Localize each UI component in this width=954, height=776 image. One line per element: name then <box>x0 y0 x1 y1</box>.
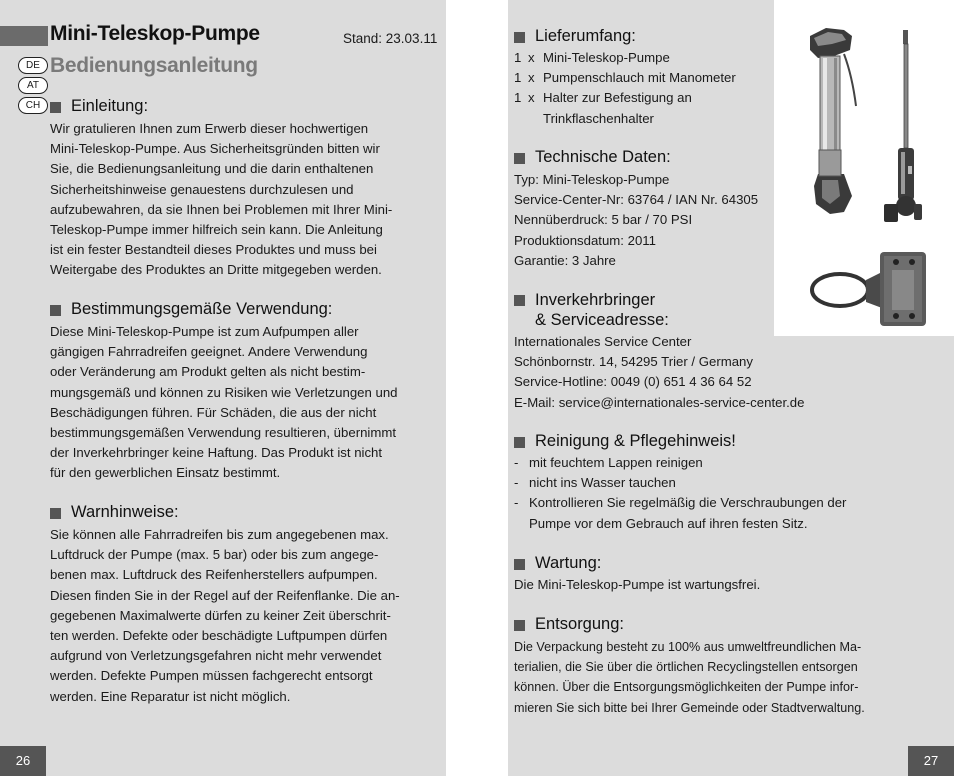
bullet-square-icon <box>514 153 525 164</box>
section-heading-technische-daten <box>514 148 671 167</box>
country-badge-ch: CH <box>18 97 48 114</box>
page-number-right: 27 <box>908 746 954 776</box>
section-heading-label: Warnhinweise: <box>71 503 179 521</box>
section-heading-verwendung <box>50 300 332 319</box>
section-heading-label: Einleitung: <box>71 97 149 115</box>
text-line: Nennüberdruck: 5 bar / 70 PSI <box>514 212 693 228</box>
text-line: terialien, die Sie über die örtlichen Recyclingstellen entsorgen <box>514 660 858 675</box>
bullet-square-icon <box>514 32 525 43</box>
text-line: Die Mini-Teleskop-Pumpe ist wartungsfrei. <box>514 577 761 592</box>
paragraph-entsorgung <box>514 637 865 718</box>
text-line: Service-Center-Nr: 63764 / IAN Nr. 64305 <box>514 192 759 208</box>
text-line: aufgrund von Verletzungsgefahren nicht mehr verwendet <box>50 648 382 664</box>
paragraph-einleitung <box>50 119 392 281</box>
section-heading-entsorgung <box>514 615 624 634</box>
bullet-square-icon <box>514 559 525 570</box>
text-line: oder Veränderung am Produkt gelten als nicht bestim- <box>50 364 366 380</box>
section-heading-warnhinweise <box>50 503 179 522</box>
list-item <box>514 68 736 88</box>
text-line: können. Über die Entsorgungsmöglichkeiten der Pumpe infor- <box>514 680 859 695</box>
text-line: ten werden. Defekte oder beschädigte Luftpumpen dürfen <box>50 628 388 644</box>
section-heading-einleitung <box>50 97 148 116</box>
revision-date: Stand: 23.03.11 <box>343 31 438 46</box>
list-item <box>514 453 846 473</box>
pump-illustration-icon <box>774 0 954 336</box>
section-heading-label: Technische Daten: <box>535 148 671 166</box>
item-text: Kontrollieren Sie regelmäßig die Verschraubungen der <box>529 495 847 511</box>
section-heading-label <box>535 290 669 330</box>
list-item <box>514 473 846 493</box>
product-illustration <box>774 0 954 336</box>
item-multiplier: x <box>528 70 535 86</box>
list-item <box>514 48 736 68</box>
item-quantity: 1 <box>514 70 522 86</box>
section-heading-reinigung <box>514 432 736 451</box>
page-gutter <box>446 0 508 776</box>
list-item <box>514 88 736 108</box>
text-line: Wir gratulieren Ihnen zum Erwerb dieser hochwertigen <box>50 121 369 136</box>
title-marker-bar <box>0 26 48 46</box>
item-quantity: 1 <box>514 50 522 65</box>
item-text: Mini-Teleskop-Pumpe <box>543 50 670 65</box>
bullet-square-icon <box>514 437 525 448</box>
item-text-cont: Pumpe vor dem Gebrauch auf ihren festen Sitz. <box>529 515 808 531</box>
text-line: werden. Defekte Pumpen müssen fachgerecht entsorgt <box>50 668 373 684</box>
text-line: Weitergabe des Produktes an Dritte mitgegeben werden. <box>50 262 382 278</box>
item-text: Pumpenschlauch mit Manometer <box>543 70 736 86</box>
heading-line-2: & Serviceadresse: <box>535 311 669 329</box>
list-item-continuation <box>514 109 736 129</box>
text-line: mieren Sie sich bitte bei Ihrer Gemeinde oder Stadtverwaltung. <box>514 700 865 715</box>
heading-line-1: Inverkehrbringer <box>535 291 656 309</box>
text-line: Beschädigungen führen. Für Schäden, die aus der nicht <box>50 404 377 420</box>
section-heading-wartung <box>514 554 601 573</box>
text-line: für den gewerblichen Einsatz bestimmt. <box>50 465 281 481</box>
country-badge-at: AT <box>18 77 48 94</box>
email-text: E-Mail: service@internationales-service-center.de <box>514 394 805 410</box>
text-line: gängigen Fahrradreifen geeignet. Andere Verwendung <box>50 344 368 360</box>
text-line: aufzubewahren, da sie Ihnen bei Problemen mit Ihrer Mini- <box>50 201 393 217</box>
bullet-square-icon <box>50 305 61 316</box>
text-line: benen max. Luftdruck des Reifenherstellers aufpumpen. <box>50 567 378 583</box>
text-line: Mini-Teleskop-Pumpe. Aus Sicherheitsgründen bitten wir <box>50 141 380 157</box>
item-multiplier: x <box>528 90 535 106</box>
document-title: Mini-Teleskop-Pumpe <box>50 22 260 45</box>
lieferumfang-list <box>514 48 736 129</box>
text-line: ist ein fester Bestandteil dieses Produktes und muss bei <box>50 242 377 258</box>
text-line: Produktionsdatum: 2011 <box>514 232 656 248</box>
text-line: Sie können alle Fahrradreifen bis zum angegebenen max. <box>50 527 389 542</box>
text-line: der Inverkehrbringer keine Haftung. Das Produkt ist nicht <box>50 445 383 461</box>
text-line: Sicherheitshinweise genauestens durchzulesen und <box>50 181 354 197</box>
section-heading-inverkehrbringer <box>514 290 669 330</box>
section-heading-label: Reinigung & Pflegehinweis! <box>535 432 736 450</box>
left-page <box>0 0 446 776</box>
section-heading-lieferumfang <box>514 27 636 46</box>
paragraph-serviceadresse <box>514 332 804 413</box>
text-line: Sie, die Bedienungsanleitung und die darin enthaltenen <box>50 161 374 177</box>
paragraph-warnhinweise <box>50 525 400 707</box>
text-line: Diese Mini-Teleskop-Pumpe ist zum Aufpumpen aller <box>50 324 359 339</box>
text-line: mungsgemäß und können zu Risiken wie Verletzungen und <box>50 384 398 400</box>
list-item <box>514 493 846 513</box>
section-heading-label: Wartung: <box>535 554 602 572</box>
bullet-square-icon <box>50 102 61 113</box>
text-line: gegebenen Maximalwerte dürfen zu keiner Zeit überschrit- <box>50 607 391 623</box>
item-text: Halter zur Befestigung an <box>543 90 692 106</box>
bullet-square-icon <box>514 295 525 306</box>
telescopic-pump-icon <box>810 28 856 214</box>
pump-hose-icon <box>884 30 922 222</box>
paragraph-verwendung <box>50 322 398 484</box>
section-heading-label: Lieferumfang: <box>535 27 636 45</box>
item-text-cont: Trinkflaschenhalter <box>543 110 654 126</box>
paragraph-technische-daten <box>514 170 758 271</box>
bullet-square-icon <box>514 620 525 631</box>
bottle-cage-holder-icon <box>812 252 926 326</box>
list-item-continuation <box>514 514 846 534</box>
text-line: Die Verpackung besteht zu 100% aus umweltfreundlichen Ma- <box>514 640 862 654</box>
paragraph-wartung <box>514 575 760 595</box>
text-line: Typ: Mini-Teleskop-Pumpe <box>514 172 670 187</box>
section-heading-label: Entsorgung: <box>535 615 624 633</box>
reinigung-list <box>514 453 846 534</box>
list-dash: - <box>514 495 519 511</box>
item-text: mit feuchtem Lappen reinigen <box>529 455 703 470</box>
document-subtitle: Bedienungsanleitung <box>50 54 258 77</box>
item-text: nicht ins Wasser tauchen <box>529 475 676 491</box>
page-number-left: 26 <box>0 746 46 776</box>
text-line: werden. Eine Reparatur ist nicht möglich. <box>50 688 291 704</box>
text-line: Luftdruck der Pumpe (max. 5 bar) oder bis zum angege- <box>50 547 379 563</box>
text-line: Service-Hotline: 0049 (0) 651 4 36 64 52 <box>514 374 752 390</box>
text-line: Internationales Service Center <box>514 334 692 349</box>
list-dash: - <box>514 455 519 470</box>
text-line: Diesen finden Sie in der Regel auf der Reifenflanke. Die an- <box>50 587 400 603</box>
item-multiplier: x <box>528 50 535 65</box>
section-heading-label: Bestimmungsgemäße Verwendung: <box>71 300 333 318</box>
text-line: Garantie: 3 Jahre <box>514 252 616 268</box>
list-dash: - <box>514 475 519 491</box>
text-line: bestimmungsgemäßen Verwendung resultieren, übernimmt <box>50 425 396 441</box>
text-line: Schönbornstr. 14, 54295 Trier / Germany <box>514 354 753 370</box>
country-badge-de: DE <box>18 57 48 74</box>
item-quantity: 1 <box>514 90 522 106</box>
bullet-square-icon <box>50 508 61 519</box>
text-line: Teleskop-Pumpe immer hilfreich sein kann. Die Anleitung <box>50 222 383 238</box>
